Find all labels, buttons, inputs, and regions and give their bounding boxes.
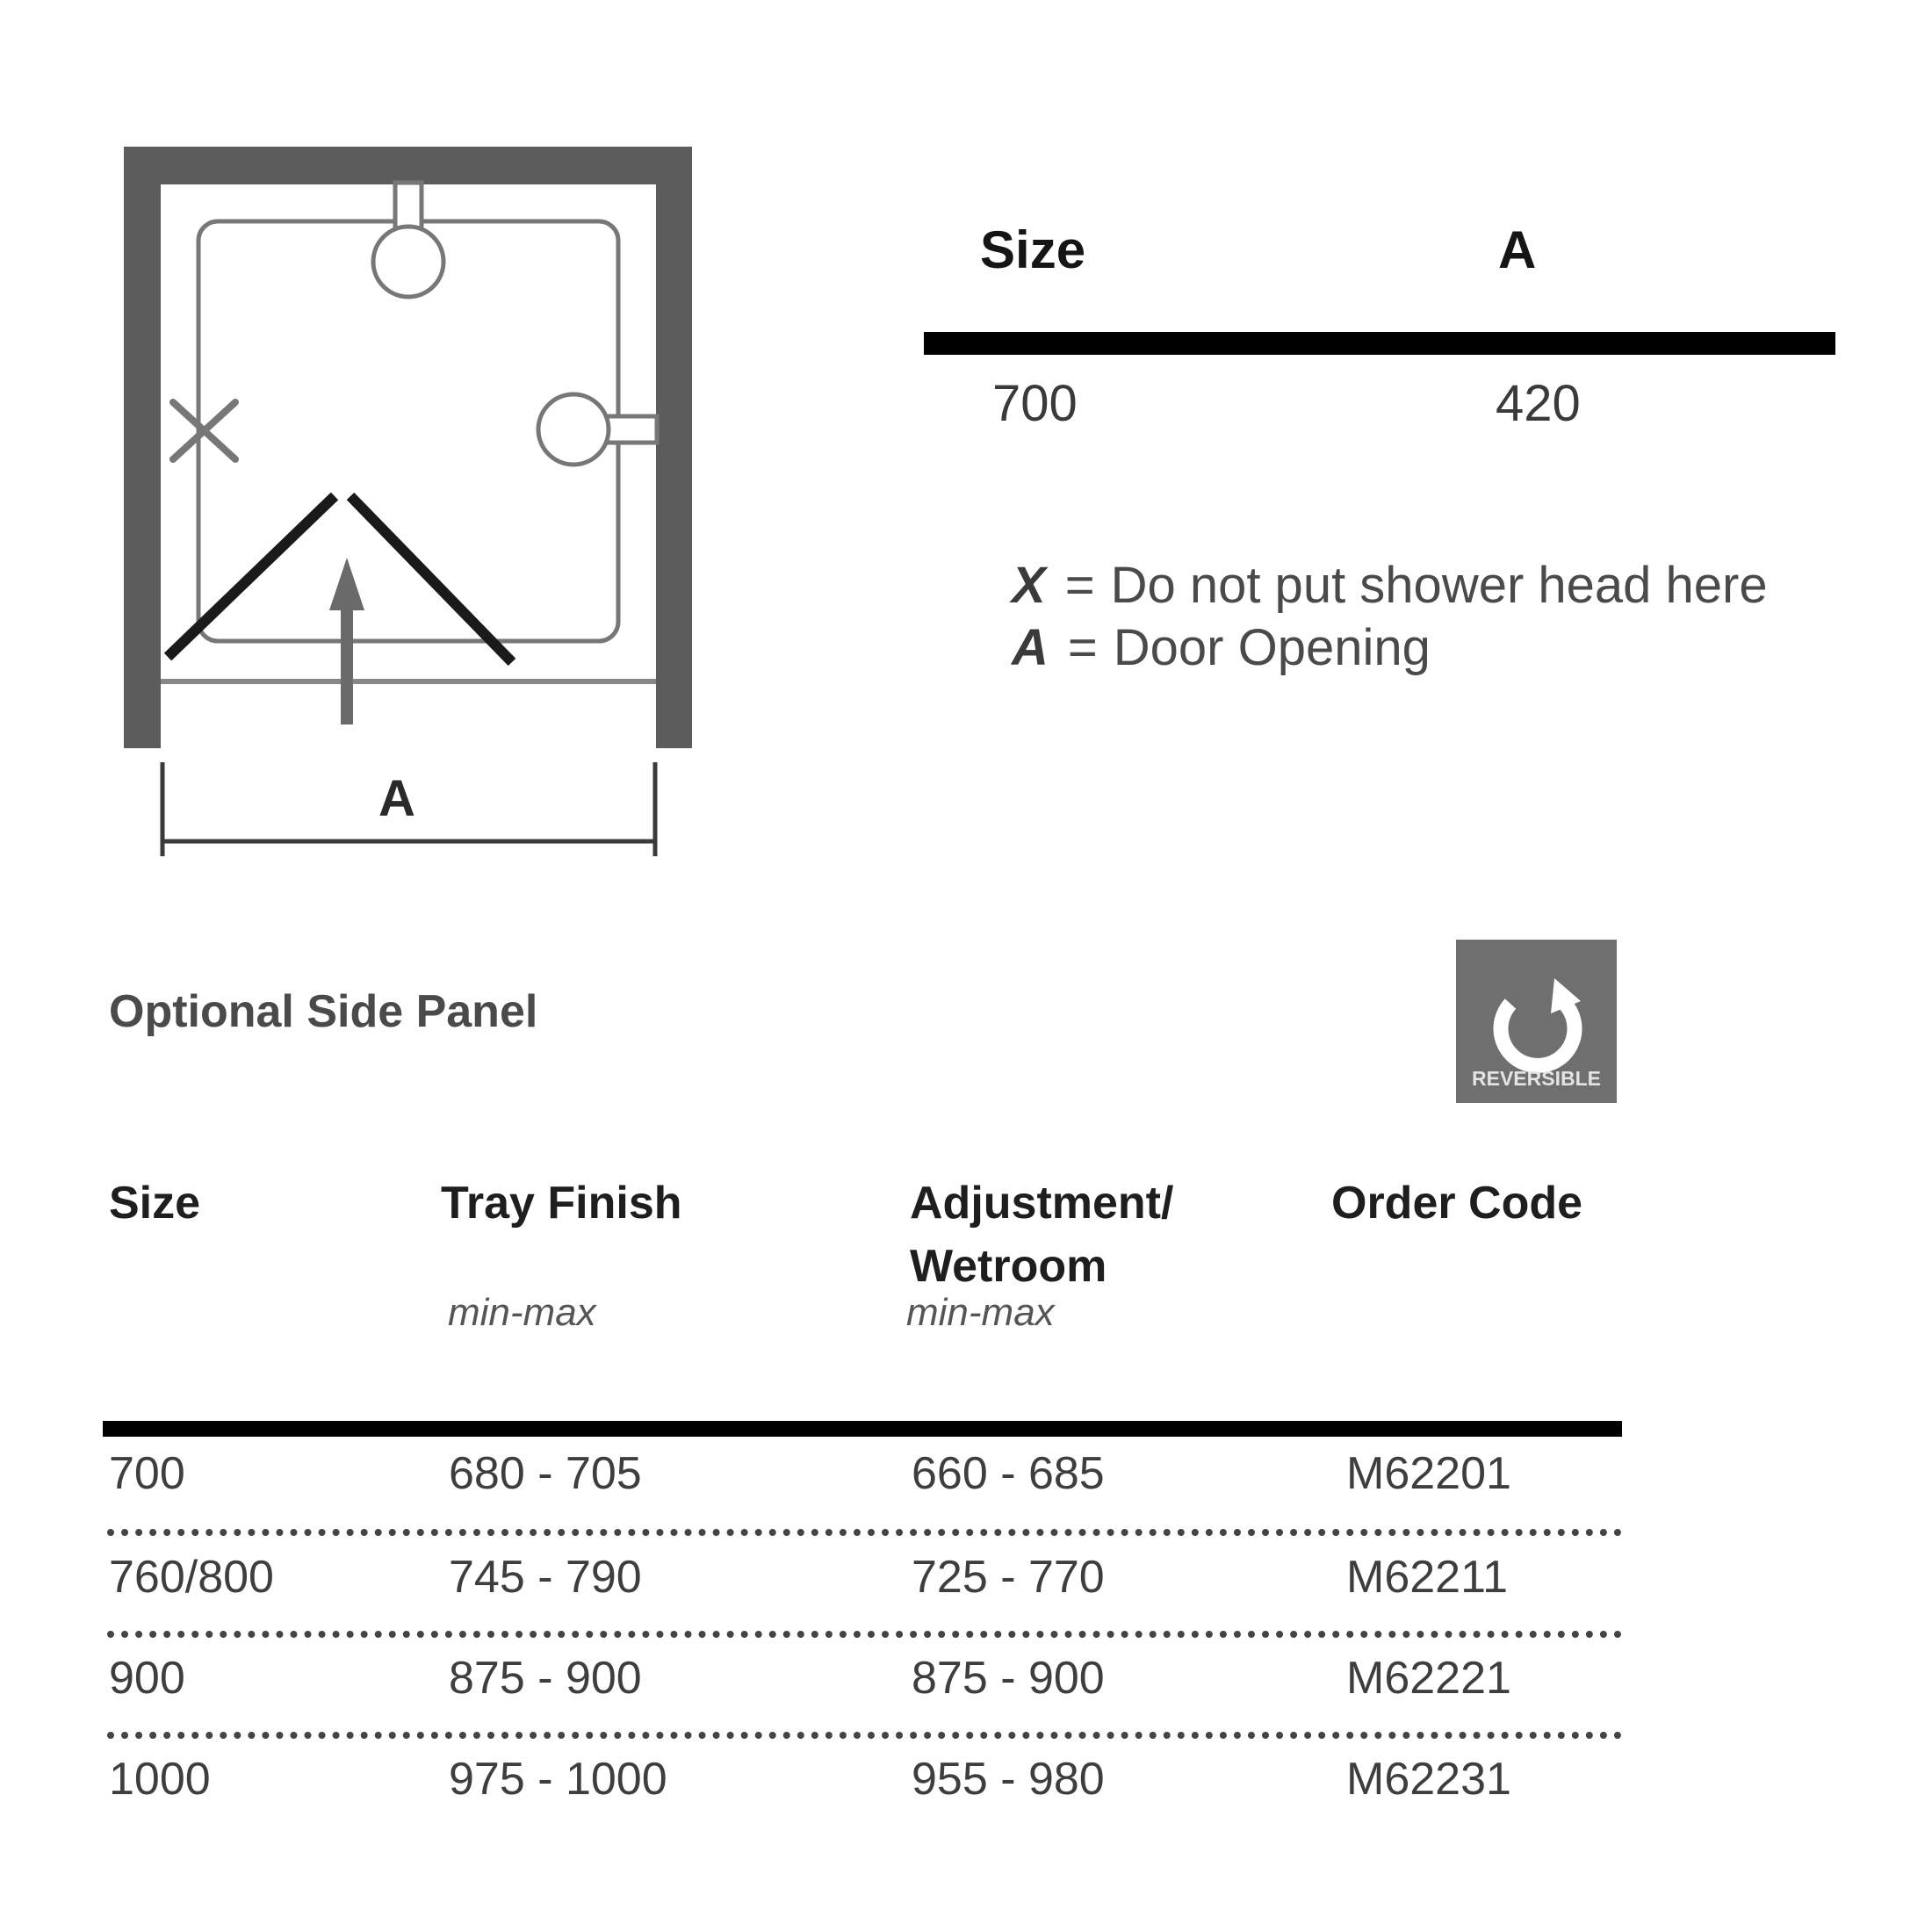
table-cell: 660 - 685 bbox=[912, 1448, 1105, 1499]
table-cell: M62211 bbox=[1346, 1552, 1509, 1603]
size-value: 700 bbox=[992, 375, 1078, 432]
table-cell: 875 - 900 bbox=[912, 1653, 1105, 1704]
size-header: Size bbox=[980, 220, 1086, 279]
legend-a-text: Door Opening bbox=[1113, 619, 1431, 676]
side-panel-title: Optional Side Panel bbox=[109, 986, 538, 1037]
table-cell: 745 - 790 bbox=[449, 1552, 642, 1603]
table-header-rule bbox=[103, 1421, 1622, 1437]
row-separator bbox=[107, 1529, 1622, 1536]
top-valve-icon bbox=[373, 183, 443, 297]
table-cell: M62221 bbox=[1346, 1653, 1511, 1704]
reversible-label: REVERSIBLE bbox=[1472, 1067, 1601, 1090]
restricted-zone-x-icon bbox=[173, 402, 235, 459]
table-cell: 875 - 900 bbox=[449, 1653, 642, 1704]
table-cell: 1000 bbox=[109, 1754, 211, 1805]
table-cell: 760/800 bbox=[109, 1552, 274, 1603]
legend-a: A = Door Opening bbox=[1012, 619, 1431, 676]
shower-plan-diagram bbox=[0, 0, 790, 878]
row-separator bbox=[107, 1732, 1622, 1739]
col-adjustment-sub: min-max bbox=[906, 1291, 1055, 1334]
legend-x-text: Do not put shower head here bbox=[1110, 557, 1768, 614]
col-adjustment-line2: Wetroom bbox=[910, 1241, 1107, 1292]
table-cell: 975 - 1000 bbox=[449, 1754, 667, 1805]
reversible-badge bbox=[1456, 940, 1617, 1103]
opening-dimension-label: A bbox=[378, 770, 415, 827]
table-cell: 680 - 705 bbox=[449, 1448, 642, 1499]
col-adjustment-header bbox=[910, 1171, 1173, 1298]
side-valve-icon bbox=[538, 394, 657, 465]
table-cell: 955 - 980 bbox=[912, 1754, 1105, 1805]
header-rule bbox=[924, 332, 1835, 355]
table-cell: M62231 bbox=[1346, 1754, 1511, 1805]
col-tray-finish-header: Tray Finish bbox=[441, 1178, 682, 1229]
row-separator bbox=[107, 1631, 1622, 1638]
col-size-header: Size bbox=[109, 1178, 201, 1229]
table-cell: 900 bbox=[109, 1653, 185, 1704]
col-tray-finish-sub: min-max bbox=[448, 1291, 596, 1334]
col-order-code-header: Order Code bbox=[1331, 1178, 1583, 1229]
legend-x-symbol: X bbox=[1012, 557, 1046, 614]
table-cell: 725 - 770 bbox=[912, 1552, 1105, 1603]
col-adjustment-line1: Adjustment/ bbox=[910, 1178, 1174, 1229]
legend-x: X = Do not put shower head here bbox=[1012, 557, 1768, 614]
door-opening-header: A bbox=[1498, 220, 1537, 279]
opening-value: 420 bbox=[1496, 375, 1581, 432]
table-cell: 700 bbox=[109, 1448, 185, 1499]
table-cell: M62201 bbox=[1346, 1448, 1511, 1499]
legend-a-symbol: A bbox=[1012, 619, 1049, 676]
